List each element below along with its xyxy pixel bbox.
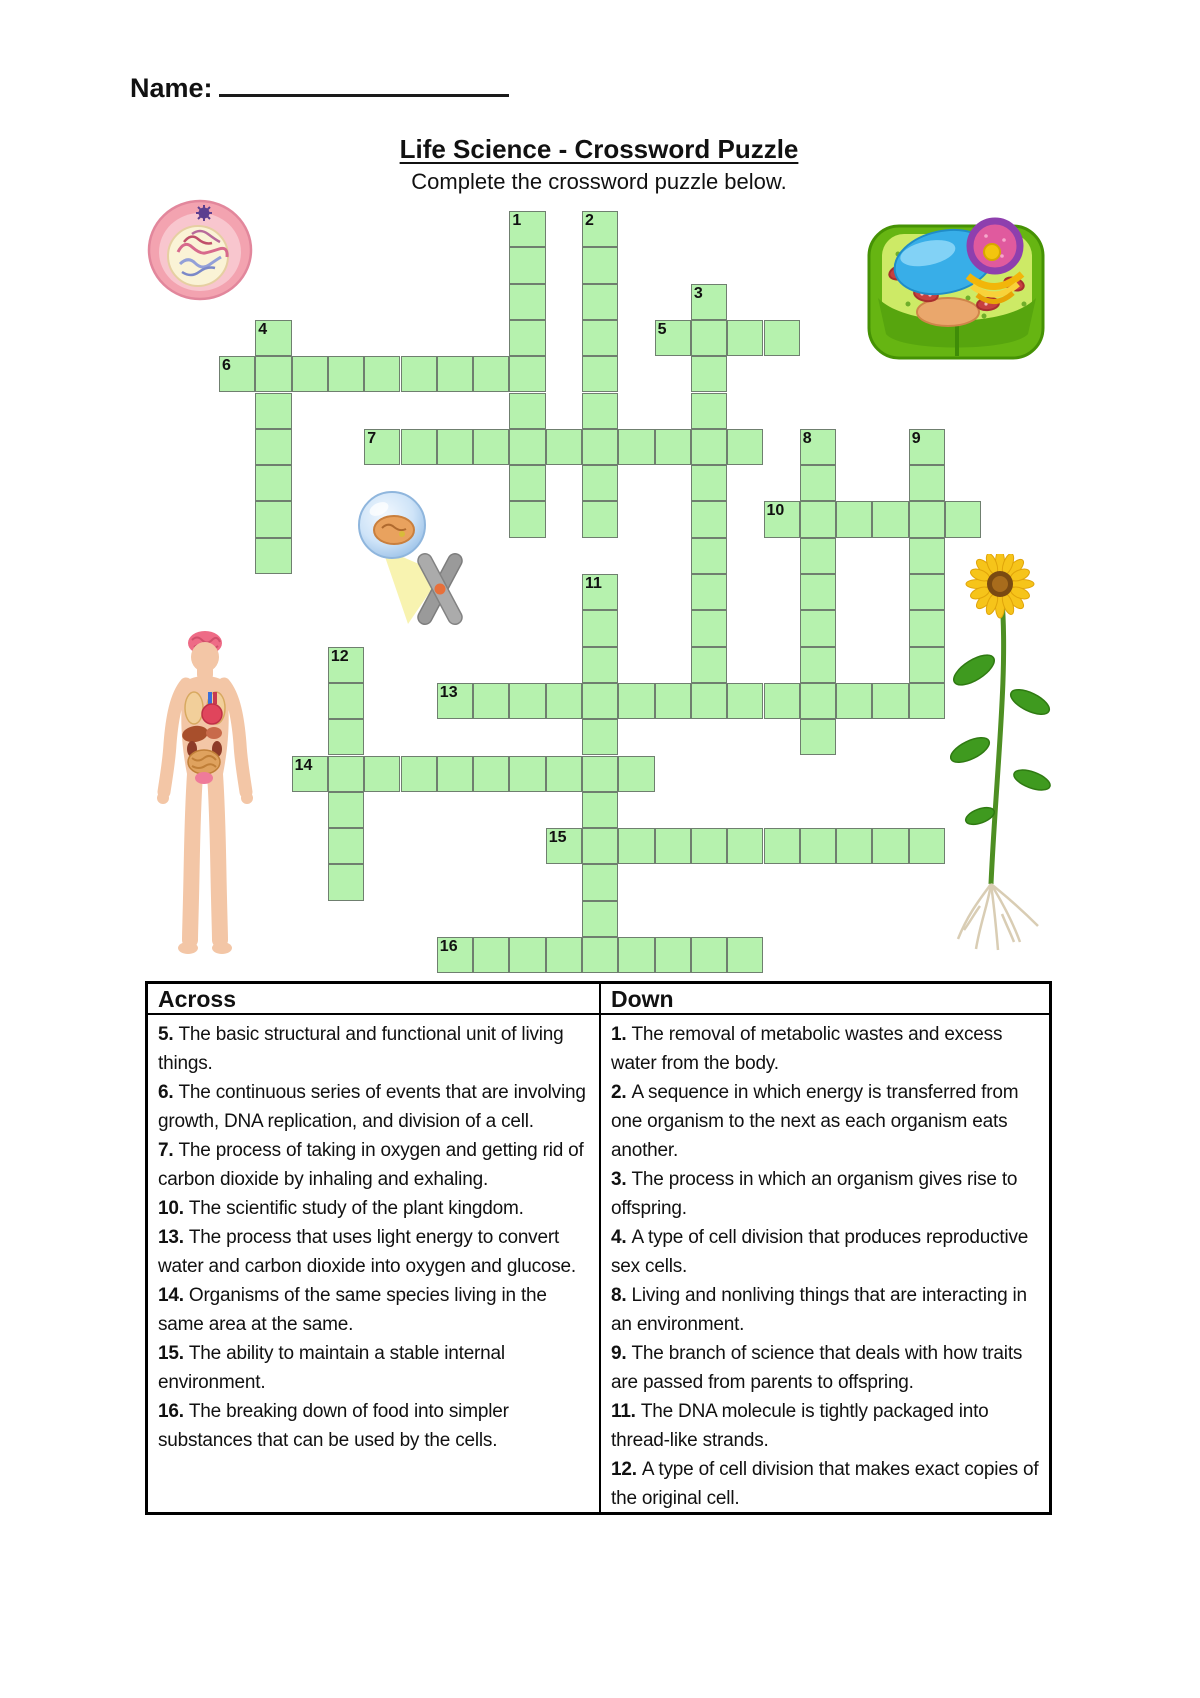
crossword-cell[interactable] <box>582 647 618 683</box>
clue-number: 12 <box>330 647 349 665</box>
crossword-cell[interactable] <box>655 429 691 465</box>
down-header: Down <box>601 984 1049 1015</box>
crossword-cell[interactable] <box>255 501 291 537</box>
centriole-icon <box>196 205 212 221</box>
crossword-cell[interactable] <box>546 756 582 792</box>
crossword-cell[interactable] <box>618 429 654 465</box>
crossword-cell[interactable] <box>909 647 945 683</box>
crossword-cell[interactable] <box>691 828 727 864</box>
crossword-cell[interactable] <box>691 465 727 501</box>
crossword-cell[interactable] <box>909 538 945 574</box>
crossword-cell[interactable] <box>364 756 400 792</box>
crossword-cell[interactable] <box>509 937 545 973</box>
crossword-cell[interactable] <box>764 683 800 719</box>
crossword-cell[interactable] <box>618 937 654 973</box>
clue-table <box>145 981 1052 1515</box>
crossword-cell[interactable] <box>473 937 509 973</box>
crossword-cell[interactable] <box>872 501 908 537</box>
down-column <box>601 984 1049 1512</box>
crossword-cell[interactable] <box>473 683 509 719</box>
crossword-cell[interactable] <box>727 320 763 356</box>
clue-number: 15 <box>548 829 567 847</box>
crossword-cell[interactable] <box>800 429 836 465</box>
clue-down-12: 12. A type of cell division that makes exact copies of the original cell. <box>611 1459 1039 1509</box>
clue-number: 9 <box>911 429 921 447</box>
crossword-cell[interactable] <box>582 429 618 465</box>
crossword-cell[interactable] <box>691 647 727 683</box>
crossword-cell[interactable] <box>328 828 364 864</box>
crossword-cell[interactable] <box>691 501 727 537</box>
clue-down-9: 9. The branch of science that deals with how traits are passed from parents to offspring. <box>611 1343 1023 1393</box>
clue-across-16: 16. The breaking down of food into simpler substances that can be used by the cells. <box>158 1401 509 1451</box>
crossword-cell[interactable] <box>909 465 945 501</box>
crossword-cell[interactable] <box>909 610 945 646</box>
name-label: Name: <box>130 73 213 103</box>
crossword-cell[interactable] <box>872 828 908 864</box>
clue-number: 1 <box>512 212 522 229</box>
clue-number: 2 <box>585 212 594 229</box>
crossword-cell[interactable] <box>437 937 473 973</box>
crossword-cell[interactable] <box>800 719 836 755</box>
crossword-cell[interactable] <box>509 756 545 792</box>
crossword-cell[interactable] <box>691 393 727 429</box>
clue-across-6: 6. The continuous series of events that are involving growth, DNA replication, and division of a cell. <box>158 1082 586 1132</box>
crossword-cell[interactable] <box>473 756 509 792</box>
crossword-cell[interactable] <box>364 429 400 465</box>
crossword-cell[interactable] <box>727 683 763 719</box>
clue-across-14: 14. Organisms of the same species living in the same area at the same. <box>158 1285 547 1335</box>
crossword-cell[interactable] <box>764 501 800 537</box>
clue-down-4: 4. A type of cell division that produces reproductive sex cells. <box>611 1227 1029 1277</box>
clue-number: 13 <box>439 683 458 701</box>
clue-number: 4 <box>258 320 268 338</box>
clue-down-8: 8. Living and nonliving things that are interacting in an environment. <box>611 1285 1027 1335</box>
crossword-cell[interactable] <box>691 356 727 392</box>
crossword-cell[interactable] <box>618 756 654 792</box>
crossword-cell[interactable] <box>255 393 291 429</box>
crossword-cell[interactable] <box>255 465 291 501</box>
crossword-cell[interactable] <box>800 465 836 501</box>
crossword-cell[interactable] <box>582 828 618 864</box>
clue-across-13: 13. The process that uses light energy to convert water and carbon dioxide into oxygen and glucose. <box>158 1227 576 1277</box>
crossword-cell[interactable] <box>255 429 291 465</box>
crossword-cell[interactable] <box>401 356 437 392</box>
crossword-cell[interactable] <box>691 574 727 610</box>
crossword-cell[interactable] <box>582 864 618 900</box>
clue-number: 16 <box>439 938 458 955</box>
crossword-cell[interactable] <box>473 429 509 465</box>
crossword-grid <box>219 211 982 974</box>
crossword-cell[interactable] <box>582 901 618 937</box>
crossword-cell[interactable] <box>255 356 291 392</box>
crossword-cell[interactable] <box>509 211 545 247</box>
clue-number: 8 <box>802 429 812 447</box>
crossword-cell[interactable] <box>582 284 618 320</box>
crossword-cell[interactable] <box>618 683 654 719</box>
clue-number: 3 <box>693 284 703 302</box>
crossword-cell[interactable] <box>618 828 654 864</box>
crossword-cell[interactable] <box>582 719 618 755</box>
crossword-cell[interactable] <box>800 683 836 719</box>
crossword-cell[interactable] <box>582 320 618 356</box>
clue-down-1: 1. The removal of metabolic wastes and excess water from the body. <box>611 1024 1003 1074</box>
crossword-cell[interactable] <box>909 683 945 719</box>
crossword-cell[interactable] <box>328 864 364 900</box>
crossword-cell[interactable] <box>509 320 545 356</box>
crossword-cell[interactable] <box>509 429 545 465</box>
down-clues <box>601 1015 1049 1513</box>
clue-across-7: 7. The process of taking in oxygen and getting rid of carbon dioxide by inhaling and exhaling. <box>158 1140 584 1190</box>
crossword-cell[interactable] <box>691 610 727 646</box>
crossword-cell[interactable] <box>727 429 763 465</box>
crossword-cell[interactable] <box>437 683 473 719</box>
crossword-cell[interactable] <box>691 937 727 973</box>
crossword-cell[interactable] <box>582 792 618 828</box>
crossword-cell[interactable] <box>437 756 473 792</box>
crossword-cell[interactable] <box>509 393 545 429</box>
crossword-cell[interactable] <box>691 683 727 719</box>
crossword-cell[interactable] <box>691 429 727 465</box>
clue-down-11: 11. The DNA molecule is tightly packaged into thread-like strands. <box>611 1401 989 1451</box>
crossword-cell[interactable] <box>328 792 364 828</box>
clue-number: 14 <box>294 756 313 774</box>
crossword-cell[interactable] <box>691 320 727 356</box>
crossword-cell[interactable] <box>836 683 872 719</box>
crossword-cell[interactable] <box>872 683 908 719</box>
name-row <box>130 68 509 104</box>
crossword-cell[interactable] <box>655 320 691 356</box>
page-title: Life Science - Crossword Puzzle <box>399 134 799 164</box>
crossword-cell[interactable] <box>800 574 836 610</box>
crossword-cell[interactable] <box>800 610 836 646</box>
crossword-cell[interactable] <box>582 356 618 392</box>
clue-number: 11 <box>585 575 602 592</box>
crossword-cell[interactable] <box>509 284 545 320</box>
crossword-cell[interactable] <box>509 683 545 719</box>
crossword-cell[interactable] <box>255 538 291 574</box>
crossword-cell[interactable] <box>582 465 618 501</box>
clue-across-10: 10. The scientific study of the plant kingdom. <box>158 1198 524 1219</box>
crossword-cell[interactable] <box>255 320 291 356</box>
crossword-cell[interactable] <box>909 574 945 610</box>
crossword-cell[interactable] <box>546 429 582 465</box>
crossword-cell[interactable] <box>546 828 582 864</box>
crossword-cell[interactable] <box>945 501 981 537</box>
crossword-cell[interactable] <box>509 247 545 283</box>
crossword-cell[interactable] <box>582 756 618 792</box>
crossword-cell[interactable] <box>909 501 945 537</box>
crossword-cell[interactable] <box>473 356 509 392</box>
crossword-cell[interactable] <box>764 320 800 356</box>
crossword-cell[interactable] <box>582 501 618 537</box>
crossword-cell[interactable] <box>655 828 691 864</box>
across-header: Across <box>148 984 599 1015</box>
crossword-cell[interactable] <box>764 828 800 864</box>
crossword-cell[interactable] <box>691 538 727 574</box>
clue-number: 10 <box>766 502 785 520</box>
crossword-cell[interactable] <box>800 501 836 537</box>
across-clues <box>148 1015 599 1455</box>
crossword-cell[interactable] <box>836 501 872 537</box>
crossword-cell[interactable] <box>909 828 945 864</box>
crossword-cell[interactable] <box>509 501 545 537</box>
crossword-cell[interactable] <box>328 356 364 392</box>
crossword-cell[interactable] <box>582 937 618 973</box>
crossword-cell[interactable] <box>509 356 545 392</box>
crossword-cell[interactable] <box>509 465 545 501</box>
crossword-cell[interactable] <box>364 356 400 392</box>
clue-across-15: 15. The ability to maintain a stable internal environment. <box>158 1343 505 1393</box>
crossword-cell[interactable] <box>437 356 473 392</box>
crossword-cell[interactable] <box>655 683 691 719</box>
crossword-cell[interactable] <box>582 211 618 247</box>
crossword-cell[interactable] <box>292 756 328 792</box>
crossword-cell[interactable] <box>328 719 364 755</box>
crossword-cell[interactable] <box>437 429 473 465</box>
crossword-cell[interactable] <box>655 937 691 973</box>
crossword-cell[interactable] <box>800 828 836 864</box>
crossword-cell[interactable] <box>546 683 582 719</box>
crossword-cell[interactable] <box>582 574 618 610</box>
crossword-cell[interactable] <box>328 647 364 683</box>
crossword-cell[interactable] <box>401 429 437 465</box>
crossword-cell[interactable] <box>691 284 727 320</box>
crossword-cell[interactable] <box>800 538 836 574</box>
clue-across-5: 5. The basic structural and functional unit of living things. <box>158 1024 564 1074</box>
clue-down-3: 3. The process in which an organism gives rise to offspring. <box>611 1169 1018 1219</box>
crossword-cell[interactable] <box>219 356 255 392</box>
crossword-cell[interactable] <box>328 756 364 792</box>
clue-down-2: 2. A sequence in which energy is transferred from one organism to the next as each organism eats another. <box>611 1082 1019 1161</box>
crossword-cell[interactable] <box>292 356 328 392</box>
crossword-cell[interactable] <box>836 828 872 864</box>
crossword-cell[interactable] <box>800 647 836 683</box>
crossword-cell[interactable] <box>582 610 618 646</box>
crossword-cell[interactable] <box>582 393 618 429</box>
crossword-cell[interactable] <box>328 683 364 719</box>
crossword-cell[interactable] <box>401 756 437 792</box>
crossword-cell[interactable] <box>582 247 618 283</box>
clue-number: 7 <box>367 429 377 447</box>
clue-number: 6 <box>222 357 231 375</box>
clue-number: 5 <box>657 320 667 338</box>
crossword-cell[interactable] <box>546 937 582 973</box>
crossword-cell[interactable] <box>727 828 763 864</box>
name-input-line[interactable] <box>219 68 509 97</box>
crossword-cell[interactable] <box>727 937 763 973</box>
crossword-cell[interactable] <box>582 683 618 719</box>
page-subtitle: Complete the crossword puzzle below. <box>411 169 787 194</box>
across-column <box>148 984 601 1512</box>
crossword-cell[interactable] <box>909 429 945 465</box>
